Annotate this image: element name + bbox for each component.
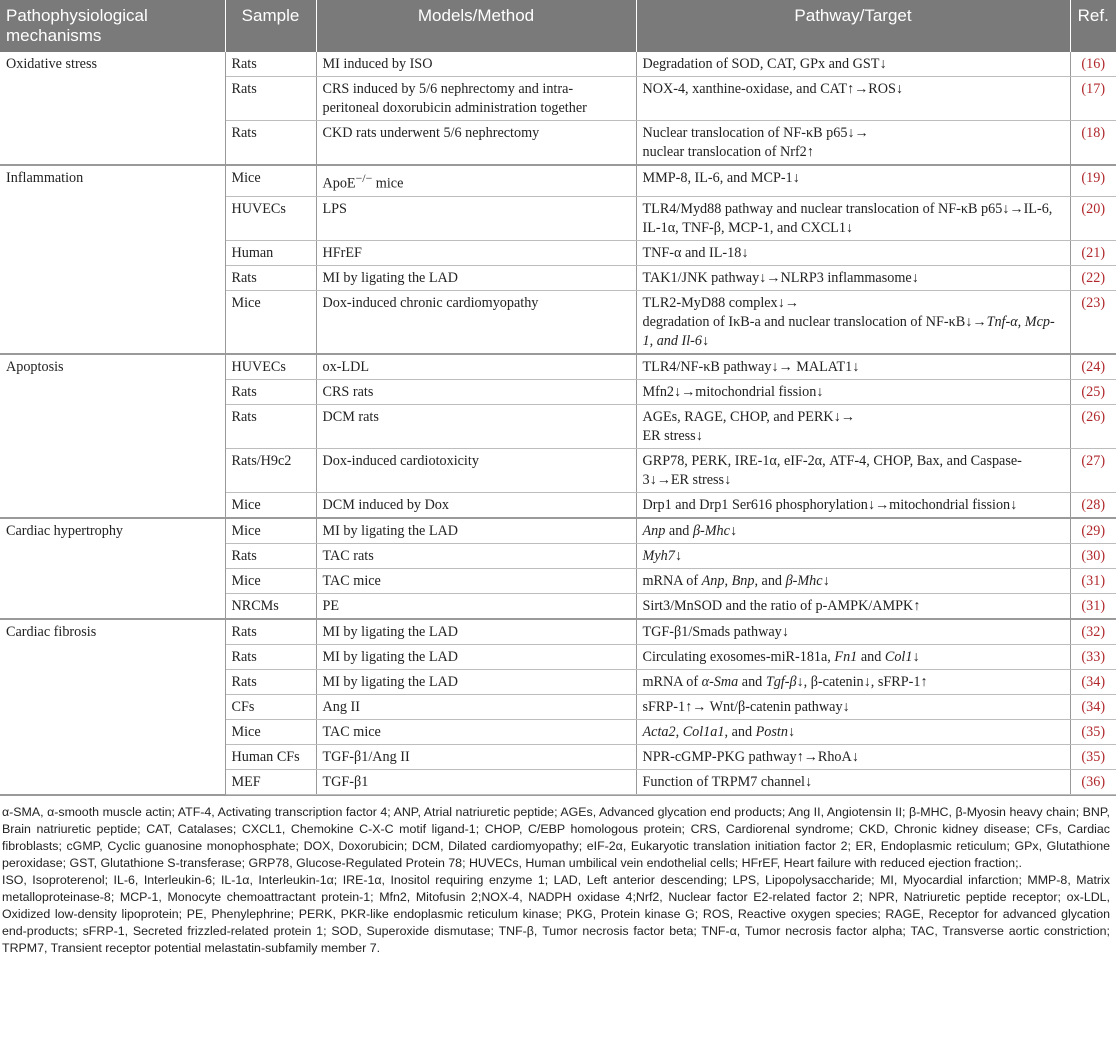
pathway-cell: mRNA of α-Sma and Tgf-β↓, β-catenin↓, sFRP-1↑ — [636, 669, 1070, 694]
ref-cell: (29) — [1070, 518, 1116, 544]
pathway-cell: Acta2, Col1a1, and Postn↓ — [636, 719, 1070, 744]
pathway-cell: TLR2-MyD88 complex↓→ degradation of IκB-a and nuclear translocation of NF-κB↓→Tnf-α, Mcp-1, and Il-6↓ — [636, 290, 1070, 354]
sample-cell: Rats — [225, 404, 316, 448]
ref-cell: (31) — [1070, 593, 1116, 619]
sample-cell: Mice — [225, 719, 316, 744]
model-cell: HFrEF — [316, 240, 636, 265]
header-row — [0, 0, 1116, 52]
model-cell: TAC rats — [316, 543, 636, 568]
pathway-cell: sFRP-1↑→ Wnt/β-catenin pathway↓ — [636, 694, 1070, 719]
sample-cell: Rats — [225, 77, 316, 121]
table-body — [0, 52, 1116, 794]
sample-cell: Rats — [225, 265, 316, 290]
model-cell: TGF-β1 — [316, 769, 636, 794]
model-cell: ox-LDL — [316, 354, 636, 380]
ref-cell: (34) — [1070, 694, 1116, 719]
table-row — [0, 619, 1116, 645]
model-cell: DCM induced by Dox — [316, 492, 636, 518]
sample-cell: Mice — [225, 518, 316, 544]
header-sample: Sample — [225, 0, 316, 52]
model-cell: CRS induced by 5/6 nephrectomy and intra-peritoneal doxorubicin administration together — [316, 77, 636, 121]
model-cell: Ang II — [316, 694, 636, 719]
pathway-cell: NPR-cGMP-PKG pathway↑→RhoA↓ — [636, 744, 1070, 769]
mechanism-cell: Oxidative stress — [0, 52, 225, 165]
model-cell: MI by ligating the LAD — [316, 619, 636, 645]
ref-cell: (32) — [1070, 619, 1116, 645]
ref-cell: (27) — [1070, 448, 1116, 492]
model-cell: LPS — [316, 196, 636, 240]
table-row — [0, 165, 1116, 196]
sample-cell: Mice — [225, 492, 316, 518]
model-cell: PE — [316, 593, 636, 619]
sample-cell: Rats — [225, 379, 316, 404]
ref-cell: (16) — [1070, 52, 1116, 77]
pathway-cell: Anp and β-Mhc↓ — [636, 518, 1070, 544]
mechanism-cell: Cardiac hypertrophy — [0, 518, 225, 619]
model-cell: CRS rats — [316, 379, 636, 404]
sample-cell: HUVECs — [225, 196, 316, 240]
sample-cell: HUVECs — [225, 354, 316, 380]
sample-cell: NRCMs — [225, 593, 316, 619]
pathway-cell: TLR4/NF-κB pathway↓→ MALAT1↓ — [636, 354, 1070, 380]
ref-cell: (34) — [1070, 669, 1116, 694]
model-cell: TAC mice — [316, 719, 636, 744]
ref-cell: (18) — [1070, 121, 1116, 166]
ref-cell: (35) — [1070, 744, 1116, 769]
pathway-cell: Function of TRPM7 channel↓ — [636, 769, 1070, 794]
sample-cell: Rats — [225, 52, 316, 77]
ref-cell: (21) — [1070, 240, 1116, 265]
pathway-cell: GRP78, PERK, IRE-1α, eIF-2α, ATF-4, CHOP, Bax, and Caspase-3↓→ER stress↓ — [636, 448, 1070, 492]
model-cell: DCM rats — [316, 404, 636, 448]
ref-cell: (36) — [1070, 769, 1116, 794]
pathway-cell: Mfn2↓→mitochondrial fission↓ — [636, 379, 1070, 404]
pathway-cell: TLR4/Myd88 pathway and nuclear translocation of NF-κB p65↓→IL-6, IL-1α, TNF-β, MCP-1, and CXCL1↓ — [636, 196, 1070, 240]
ref-cell: (28) — [1070, 492, 1116, 518]
sample-cell: Rats — [225, 543, 316, 568]
sample-cell: CFs — [225, 694, 316, 719]
header-ref: Ref. — [1070, 0, 1116, 52]
pathway-cell: Myh7↓ — [636, 543, 1070, 568]
header-models: Models/Method — [316, 0, 636, 52]
sample-cell: Human CFs — [225, 744, 316, 769]
ref-cell: (25) — [1070, 379, 1116, 404]
table-row — [0, 52, 1116, 77]
sample-cell: Rats/H9c2 — [225, 448, 316, 492]
footnote-paragraph: ISO, Isoproterenol; IL-6, Interleukin-6; IL-1α, Interleukin-1α; IRE-1α, Inositol requiring enzyme 1; LAD, Left anterior descending; LPS, Lipopolysaccharide; MI, Myocardial infarction; MMP-8, Matrix metalloproteinase-8; MCP-1, Monocyte chemoattractant protein-1; Mfn2, Mitofusin 2;NOX-4, NADPH oxidase 4;Nrf2, Nuclear factor E2-related factor 2; NPR, Natriuretic peptide receptor; ox-LDL, Oxidized low-density lipoprotein; PE, Phenylephrine; PERK, PKR-like endoplasmic reticulum kinase; PKG, Protein kinase G; ROS, Reactive oxygen species; RAGE, Receptor for advanced glycation end-products; sFRP-1, Secreted frizzled-related protein 1; SOD, Superoxide dismutase; TNF-β, Tumor necrosis factor beta; TNF-α, Tumor necrosis factor alpha; TAC, Transverse aortic constriction; TRPM7, Transient receptor potential melastatin-subfamily member 7. — [2, 872, 1110, 955]
table-row — [0, 518, 1116, 544]
model-cell: MI by ligating the LAD — [316, 518, 636, 544]
model-cell: Dox-induced chronic cardiomyopathy — [316, 290, 636, 354]
sample-cell: Rats — [225, 644, 316, 669]
ref-cell: (33) — [1070, 644, 1116, 669]
pathway-cell: NOX-4, xanthine-oxidase, and CAT↑→ROS↓ — [636, 77, 1070, 121]
pathway-cell: TAK1/JNK pathway↓→NLRP3 inflammasome↓ — [636, 265, 1070, 290]
pathway-cell: mRNA of Anp, Bnp, and β-Mhc↓ — [636, 568, 1070, 593]
sample-cell: Human — [225, 240, 316, 265]
pathway-cell: Sirt3/MnSOD and the ratio of p-AMPK/AMPK↑ — [636, 593, 1070, 619]
sample-cell: Mice — [225, 568, 316, 593]
ref-cell: (26) — [1070, 404, 1116, 448]
model-cell: MI by ligating the LAD — [316, 669, 636, 694]
mechanism-cell: Inflammation — [0, 165, 225, 354]
model-cell: ApoE−/− mice — [316, 165, 636, 196]
ref-cell: (23) — [1070, 290, 1116, 354]
model-cell: CKD rats underwent 5/6 nephrectomy — [316, 121, 636, 166]
pathway-cell: Nuclear translocation of NF-κB p65↓→ nuclear translocation of Nrf2↑ — [636, 121, 1070, 166]
model-cell: MI by ligating the LAD — [316, 265, 636, 290]
mechanism-cell: Cardiac fibrosis — [0, 619, 225, 795]
ref-cell: (31) — [1070, 568, 1116, 593]
table-footnotes — [0, 795, 1116, 957]
model-cell: Dox-induced cardiotoxicity — [316, 448, 636, 492]
ref-cell: (24) — [1070, 354, 1116, 380]
model-cell: MI by ligating the LAD — [316, 644, 636, 669]
ref-cell: (22) — [1070, 265, 1116, 290]
pathway-cell: AGEs, RAGE, CHOP, and PERK↓→ ER stress↓ — [636, 404, 1070, 448]
ref-cell: (19) — [1070, 165, 1116, 196]
pathway-cell: Drp1 and Drp1 Ser616 phosphorylation↓→mitochondrial fission↓ — [636, 492, 1070, 518]
sample-cell: Rats — [225, 669, 316, 694]
ref-cell: (20) — [1070, 196, 1116, 240]
pathway-cell: TNF-α and IL-18↓ — [636, 240, 1070, 265]
sample-cell: Rats — [225, 619, 316, 645]
ref-cell: (17) — [1070, 77, 1116, 121]
pathway-cell: MMP-8, IL-6, and MCP-1↓ — [636, 165, 1070, 196]
pathway-cell: Degradation of SOD, CAT, GPx and GST↓ — [636, 52, 1070, 77]
ref-cell: (30) — [1070, 543, 1116, 568]
model-cell: MI induced by ISO — [316, 52, 636, 77]
model-cell: TAC mice — [316, 568, 636, 593]
ref-cell: (35) — [1070, 719, 1116, 744]
model-cell: TGF-β1/Ang II — [316, 744, 636, 769]
sample-cell: MEF — [225, 769, 316, 794]
table-row — [0, 354, 1116, 380]
sample-cell: Mice — [225, 165, 316, 196]
footnote-paragraph: α-SMA, α-smooth muscle actin; ATF-4, Activating transcription factor 4; ANP, Atrial natriuretic peptide; AGEs, Advanced glycation end products; Ang II, Angiotensin II; β-MHC, β-Myosin heavy chain; BNP, Brain natriuretic peptide; CAT, Catalases; CXCL1, Chemokine C-X-C motif ligand-1; CHOP, C/EBP homologous protein; CRS, Cardiorenal syndrome; CKD, Chronic kidney disease; CFs, Cardiac fibroblasts; cGMP, Cyclic guanosine monophosphate; DOX, Doxorubicin; DCM, Dilated cardiomyopathy; eIF-2α, Eukaryotic translation initiation factor 2; ER, Endoplasmic reticulum; GPx, Glutathione peroxidase; GST, Glutathione S-transferase; GRP78, Glucose-Regulated Protein 78; HUVECs, Human umbilical vein endothelial cells; HFrEF, Heart failure with reduced ejection fraction;. — [2, 804, 1110, 870]
header-pathway: Pathway/Target — [636, 0, 1070, 52]
header-mechanisms: Pathophysiological mechanisms — [0, 0, 225, 52]
mechanism-cell: Apoptosis — [0, 354, 225, 518]
pathway-cell: TGF-β1/Smads pathway↓ — [636, 619, 1070, 645]
sample-cell: Mice — [225, 290, 316, 354]
sample-cell: Rats — [225, 121, 316, 166]
pathway-cell: Circulating exosomes-miR-181a, Fn1 and Col1↓ — [636, 644, 1070, 669]
